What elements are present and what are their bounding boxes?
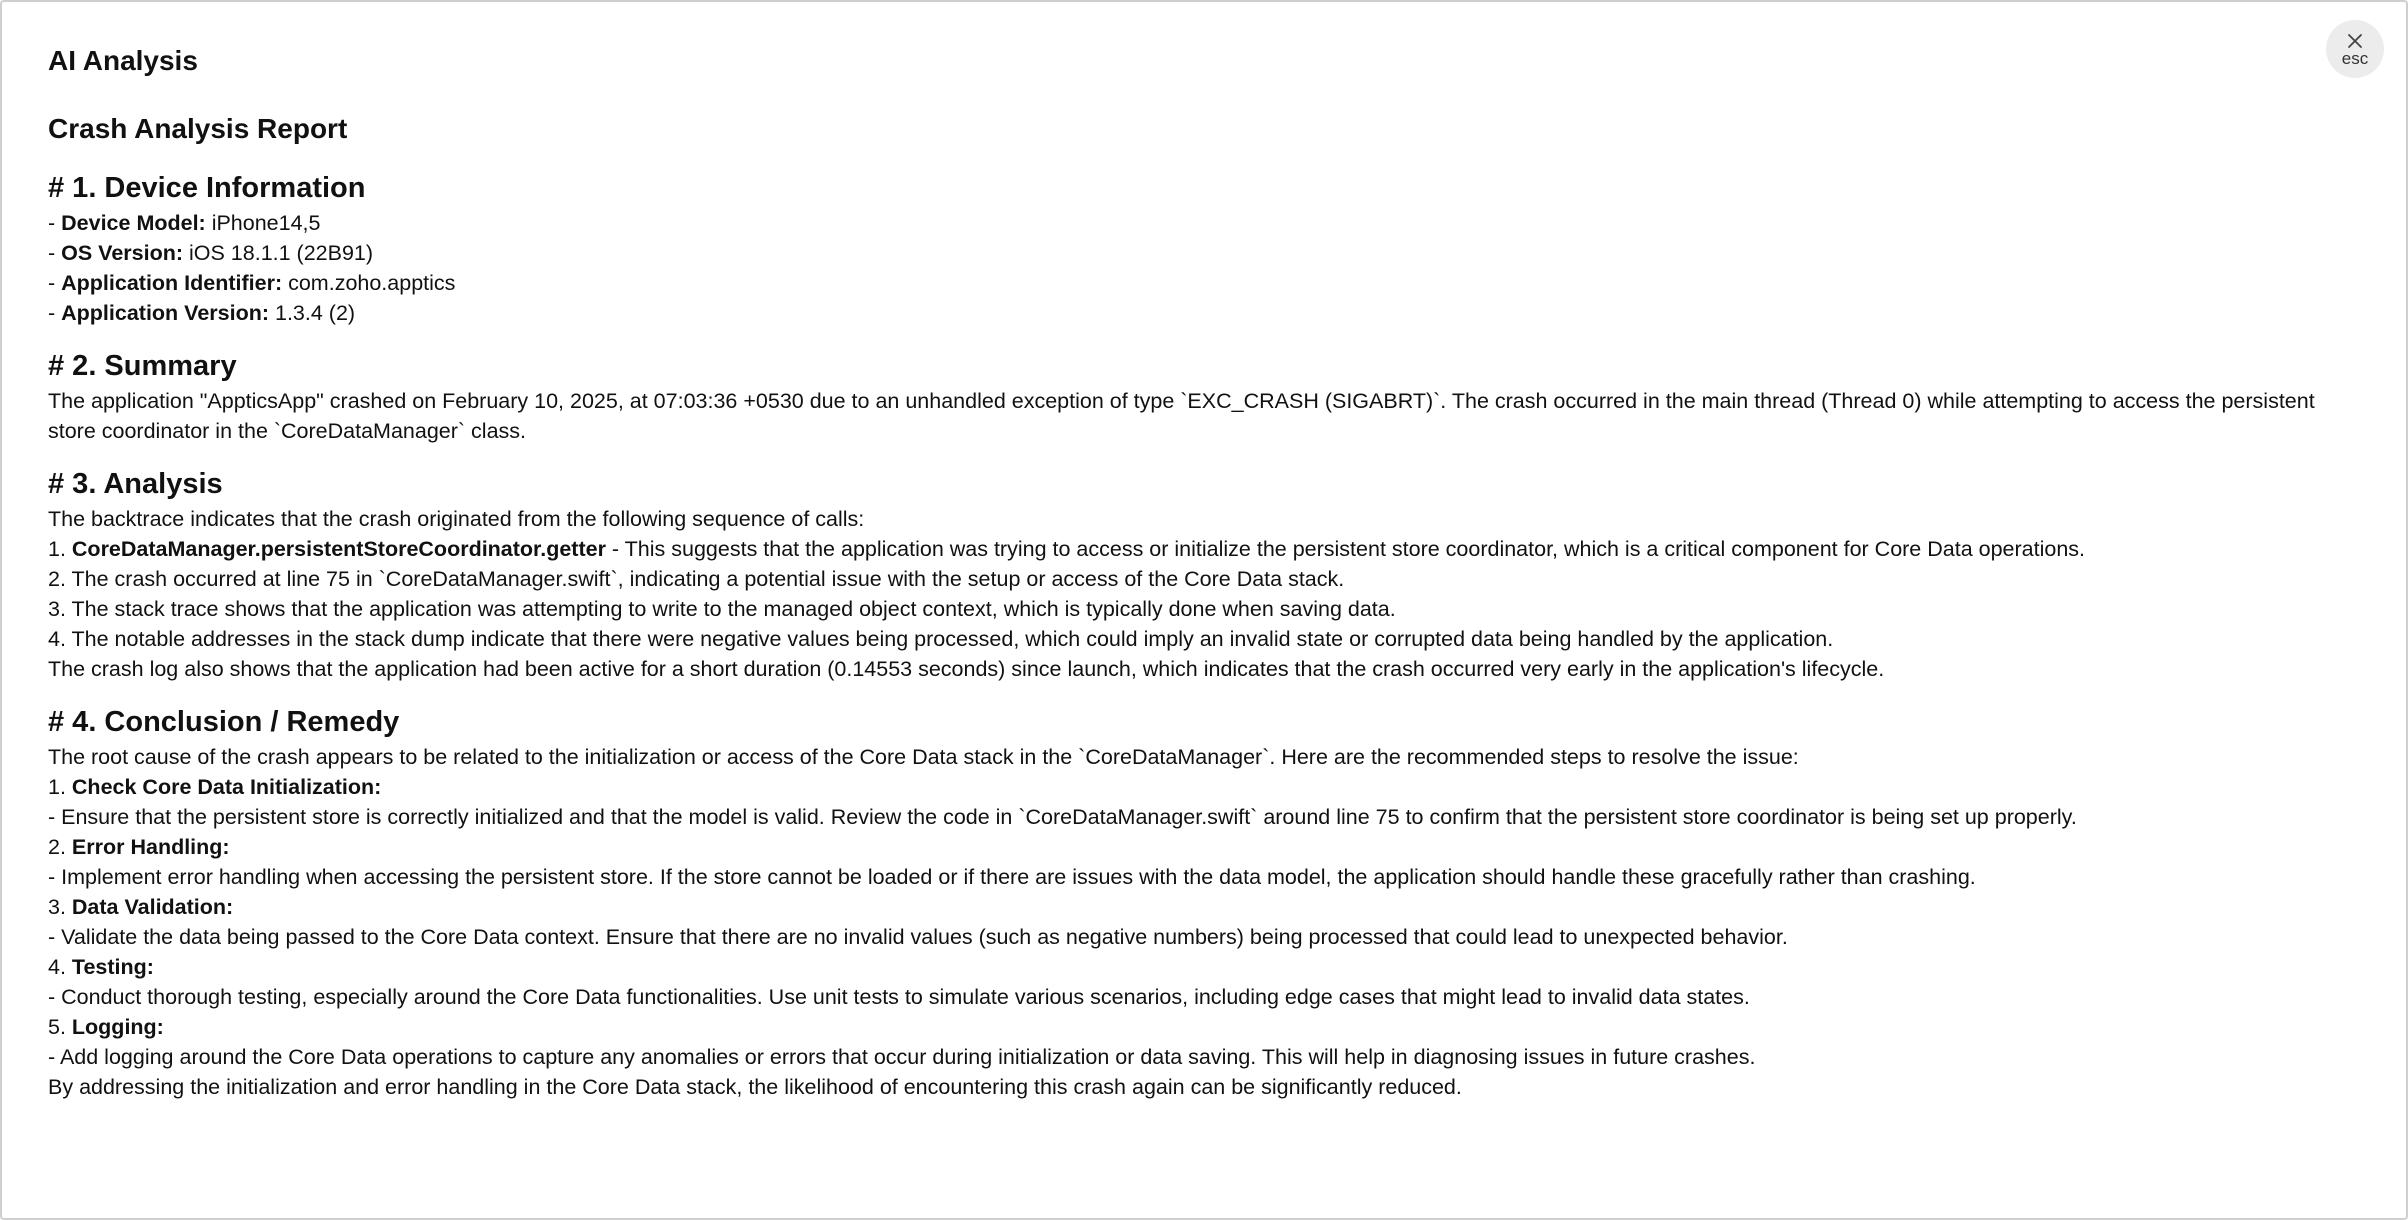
remedy-step-title-text: Logging: bbox=[71, 1015, 164, 1039]
analysis-item-function: CoreDataManager.persistentStoreCoordinator.getter bbox=[71, 537, 606, 561]
remedy-step-title-text: Check Core Data Initialization: bbox=[71, 775, 382, 799]
remedy-step-title-text: Data Validation: bbox=[71, 895, 234, 919]
remedy-step-title bbox=[48, 772, 2346, 802]
analysis-section bbox=[48, 464, 2346, 684]
remedy-step-title bbox=[48, 952, 2346, 982]
remedy-step-title-text: Testing: bbox=[71, 955, 154, 979]
analysis-item: 3. The stack trace shows that the application was attempting to write to the managed object context, which is typically done when saving data. bbox=[48, 597, 1396, 621]
device-model-label: Device Model: bbox=[61, 211, 206, 235]
os-version-label: OS Version: bbox=[61, 241, 184, 265]
conclusion-section bbox=[48, 702, 2346, 1102]
device-information-section bbox=[48, 168, 2346, 328]
analysis-item-text: - This suggests that the application was trying to access or initialize the persistent store coordinator, which is a critical component for Core Data operations. bbox=[605, 537, 2086, 561]
remedy-step-title bbox=[48, 1012, 2346, 1042]
dialog-title: AI Analysis bbox=[48, 45, 198, 76]
conclusion-intro: The root cause of the crash appears to be related to the initialization or access of the Core Data stack in the `CoreDataManager`. Here are the recommended steps to resolve the issue: bbox=[48, 745, 1799, 769]
list-number: 1. bbox=[48, 537, 72, 561]
list-prefix: - bbox=[48, 241, 62, 265]
list-number: 1. bbox=[48, 775, 72, 799]
close-button-label: esc bbox=[2341, 48, 2369, 68]
summary-section bbox=[48, 346, 2346, 446]
list-prefix: - bbox=[48, 301, 62, 325]
remedy-step-detail: - Add logging around the Core Data operations to capture any anomalies or errors that occur during initialization or data saving. This will help in diagnosing issues in future crashes. bbox=[48, 1045, 1756, 1069]
remedy-step-title-text: Error Handling: bbox=[71, 835, 230, 859]
section-heading-device: # 1. Device Information bbox=[48, 172, 366, 204]
device-info-item bbox=[48, 208, 2346, 238]
device-info-item bbox=[48, 298, 2346, 328]
list-number: 5. bbox=[48, 1015, 72, 1039]
list-prefix: - bbox=[48, 271, 62, 295]
remedy-step-detail: - Implement error handling when accessing the persistent store. If the store cannot be loaded or if there are issues with the data model, the application should handle these gracefully rather than crashing. bbox=[48, 865, 1976, 889]
section-heading-summary: # 2. Summary bbox=[48, 350, 237, 382]
dialog-content bbox=[48, 40, 2346, 1102]
app-version-label: Application Version: bbox=[61, 301, 270, 325]
summary-text: The application "AppticsApp" crashed on February 10, 2025, at 07:03:36 +0530 due to an unhandled exception of type `EXC_CRASH (SIGABRT)`. The crash occurred in the main thread (Thread 0) while attempting to access the persistent store coordinator in the `CoreDataManager` class. bbox=[48, 389, 2315, 443]
section-heading-analysis: # 3. Analysis bbox=[48, 468, 223, 500]
analysis-item: 2. The crash occurred at line 75 in `CoreDataManager.swift`, indicating a potential issue with the setup or access of the Core Data stack. bbox=[48, 567, 1345, 591]
app-version-value: 1.3.4 (2) bbox=[269, 301, 356, 325]
analysis-item: 4. The notable addresses in the stack dump indicate that there were negative values being processed, which could imply an invalid state or corrupted data being handled by the application. bbox=[48, 627, 1834, 651]
device-info-item bbox=[48, 238, 2346, 268]
list-prefix: - bbox=[48, 211, 62, 235]
list-number: 4. bbox=[48, 955, 72, 979]
analysis-closing: The crash log also shows that the application had been active for a short duration (0.14553 seconds) since launch, which indicates that the crash occurred very early in the application's lifecycle. bbox=[48, 657, 1885, 681]
report-title: Crash Analysis Report bbox=[48, 113, 348, 144]
os-version-value: iOS 18.1.1 (22B91) bbox=[183, 241, 374, 265]
analysis-item bbox=[48, 534, 2346, 564]
remedy-step-detail: - Ensure that the persistent store is correctly initialized and that the model is valid. Review the code in `CoreDataManager.swift` around line 75 to confirm that the persistent store coordinator is being set up properly. bbox=[48, 805, 2077, 829]
remedy-step-title bbox=[48, 832, 2346, 862]
app-identifier-value: com.zoho.apptics bbox=[282, 271, 456, 295]
conclusion-closing: By addressing the initialization and error handling in the Core Data stack, the likelihood of encountering this crash again can be significantly reduced. bbox=[48, 1075, 1462, 1099]
list-number: 2. bbox=[48, 835, 72, 859]
device-info-item bbox=[48, 268, 2346, 298]
remedy-step-title bbox=[48, 892, 2346, 922]
list-number: 3. bbox=[48, 895, 72, 919]
app-identifier-label: Application Identifier: bbox=[61, 271, 283, 295]
remedy-step-detail: - Validate the data being passed to the Core Data context. Ensure that there are no invalid values (such as negative numbers) being processed that could lead to unexpected behavior. bbox=[48, 925, 1788, 949]
section-heading-conclusion: # 4. Conclusion / Remedy bbox=[48, 706, 400, 738]
analysis-intro: The backtrace indicates that the crash originated from the following sequence of calls: bbox=[48, 507, 865, 531]
device-model-value: iPhone14,5 bbox=[205, 211, 321, 235]
remedy-step-detail: - Conduct thorough testing, especially around the Core Data functionalities. Use unit tests to simulate various scenarios, including edge cases that might lead to invalid data states. bbox=[48, 985, 1750, 1009]
close-icon bbox=[2346, 32, 2364, 50]
